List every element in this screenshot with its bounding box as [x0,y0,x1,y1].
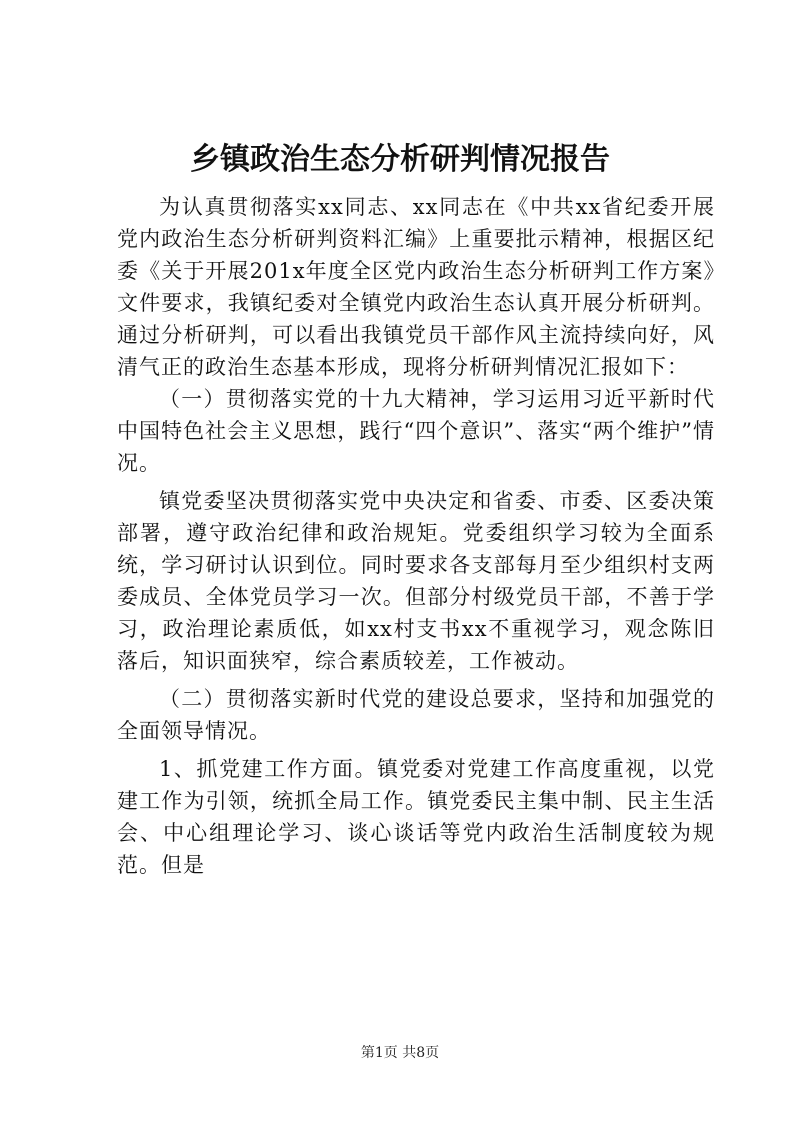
page-number-footer: 第1页 共8页 [360,1045,440,1061]
section-heading-1: （一）贯彻落实党的十九大精神，学习运用习近平新时代中国特色社会主义思想，践行“四个意识”、落实“两个维护”情况。 [117,387,715,475]
subsection-1-paragraph: 1、抓党建工作方面。镇党委对党建工作高度重视，以党建工作为引领，统抓全局工作。镇党委民主集中制、民主生活会、中心组理论学习、谈心谈话等党内政治生活制度较为规范。但是 [117,757,715,877]
document-body [117,191,715,881]
section-heading-2: （二）贯彻落实新时代党的建设总要求，坚持和加强党的全面领导情况。 [117,687,715,743]
section-1-paragraph: 镇党委坚决贯彻落实党中央决定和省委、市委、区委决策部署，遵守政治纪律和政治规矩。党委组织学习较为全面系统，学习研讨认识到位。同时要求各支部每月至少组织村支两委成员、全体党员学习一次。但部分村级党员干部，不善于学习，政治理论素质低，如xx村支书xx不重视学习，观念陈旧落后，知识面狭窄，综合素质较差，工作被动。 [117,489,715,673]
document-title: 乡镇政治生态分析研判情况报告 [190,142,610,177]
intro-paragraph: 为认真贯彻落实xx同志、xx同志在《中共xx省纪委开展党内政治生态分析研判资料汇编》上重要批示精神，根据区纪委《关于开展201x年度全区党内政治生态分析研判工作方案》文件要求，我镇纪委对全镇党内政治生态认真开展分析研判。通过分析研判，可以看出我镇党员干部作风主流持续向好，风清气正的政治生态基本形成，现将分析研判情况汇报如下： [117,195,715,379]
